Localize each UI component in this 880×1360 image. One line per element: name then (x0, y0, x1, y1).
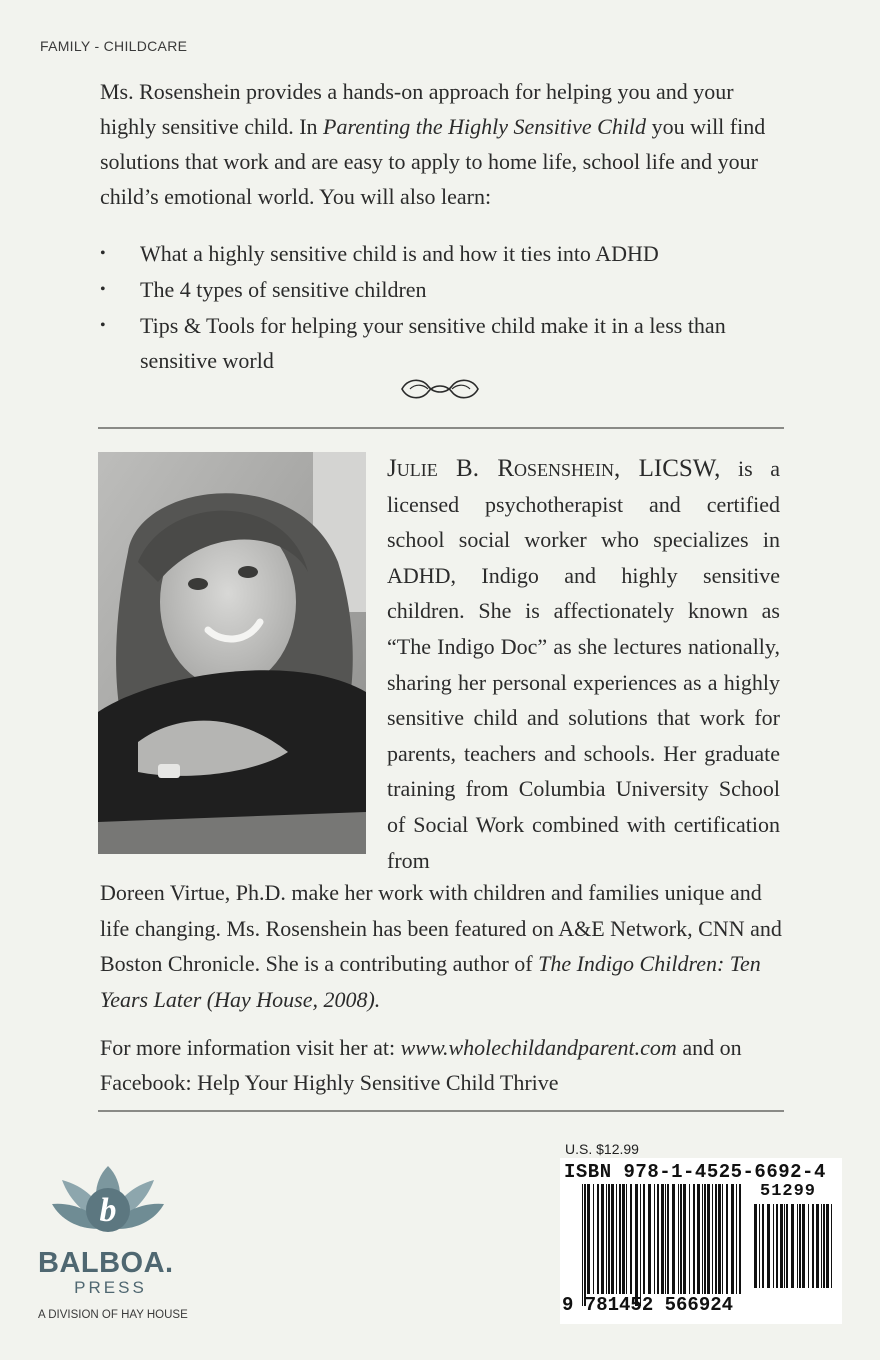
barcode-bar (722, 1184, 723, 1294)
bullet-icon: • (100, 245, 106, 262)
barcode-bar (593, 1184, 594, 1294)
barcode-bar (797, 1204, 798, 1288)
barcode-bar (587, 1184, 590, 1294)
barcode-bar (584, 1184, 586, 1306)
website-link[interactable]: www.wholechildandparent.com (400, 1035, 677, 1060)
author-photo (98, 452, 366, 854)
barcode-bar (821, 1204, 822, 1288)
barcode-bar (704, 1184, 706, 1294)
author-bio-text: is a licensed psychotherapist and certified school social worker who specializes in ADHD, Indigo and highly sensitive children. She is affectionately known as “The Indigo Doc” as she lectures nationally, sharing her personal experiences as a highly sensitive child and solutions that work for parents, teachers and schools. Her graduate training from Columbia University School of Social Work combined with certification from (387, 456, 780, 873)
more-info-prefix: For more information visit her at: (100, 1035, 401, 1060)
author-name: Julie B. Rosenshein, LICSW, (387, 455, 721, 482)
barcode-bar (661, 1184, 664, 1294)
list-item-text: Tips & Tools for helping your sensitive child make it in a less than sensitive world (140, 313, 726, 373)
publisher-name: BALBOA. (38, 1247, 174, 1279)
barcode-bar (630, 1184, 632, 1294)
barcode-bar (731, 1184, 734, 1294)
barcode-bar (799, 1204, 801, 1288)
barcode-bar (611, 1184, 614, 1294)
list-item-text: What a highly sensitive child is and how it ties into ADHD (140, 241, 659, 266)
learning-points-list (100, 236, 790, 379)
price-code: 51299 (760, 1182, 817, 1201)
barcode-bar (808, 1204, 809, 1288)
more-info (100, 1030, 790, 1100)
category-label: FAMILY - CHILDCARE (40, 38, 188, 54)
contributed-book-title: The Indigo Children: Ten Years Later (Hay House, 2008). (100, 951, 761, 1012)
barcode-bar (619, 1184, 621, 1294)
publisher-division: A DIVISION OF HAY HOUSE (38, 1309, 188, 1321)
isbn-text: ISBN 978-1-4525-6692-4 (564, 1161, 826, 1183)
barcode-bar (780, 1204, 783, 1288)
list-item-text: The 4 types of sensitive children (140, 277, 427, 302)
barcode (560, 1158, 842, 1324)
barcode-bar (643, 1184, 645, 1294)
barcode-bar (831, 1204, 832, 1288)
section-divider-bottom (98, 1110, 784, 1112)
barcode-bar (640, 1184, 641, 1306)
ean-barcode-bars (582, 1184, 746, 1306)
barcode-bar (597, 1184, 599, 1294)
barcode-bar (812, 1204, 814, 1288)
barcode-bar (718, 1184, 721, 1294)
barcode-bar (689, 1184, 690, 1294)
price-label: U.S. $12.99 (565, 1141, 639, 1157)
publisher-imprint: PRESS (74, 1278, 147, 1297)
barcode-bar (697, 1184, 700, 1294)
barcode-bar (759, 1204, 760, 1288)
intro-paragraph (100, 74, 790, 214)
intro-text-2: you will find solutions that work and are easy to apply to home life, school life and your child’s emotional world. You will also learn: (100, 114, 766, 209)
barcode-bar (715, 1184, 717, 1294)
barcode-bar (601, 1184, 604, 1294)
barcode-bar (726, 1184, 728, 1294)
barcode-bar (754, 1204, 757, 1288)
ean-digits: 9 781452 566924 (562, 1294, 734, 1316)
barcode-bar (776, 1204, 778, 1288)
barcode-bar (707, 1184, 710, 1294)
barcode-bar (680, 1184, 682, 1294)
barcode-bar (665, 1184, 666, 1294)
barcode-bar (608, 1184, 610, 1294)
barcode-bar (786, 1204, 788, 1288)
barcode-bar (762, 1204, 764, 1288)
section-divider-top (98, 427, 784, 429)
barcode-bar (823, 1204, 825, 1288)
list-item (100, 272, 790, 307)
barcode-bar (667, 1184, 669, 1294)
author-bio-continued (100, 875, 782, 1017)
barcode-bar (773, 1204, 774, 1288)
barcode-bar (693, 1184, 695, 1294)
barcode-bar (767, 1204, 770, 1288)
lotus-logo-icon (48, 1158, 168, 1248)
barcode-bar (654, 1184, 655, 1294)
barcode-bar (672, 1184, 675, 1294)
flourish-ornament-icon (398, 376, 482, 402)
list-item (100, 308, 790, 378)
barcode-bar (802, 1204, 805, 1288)
author-bio-side (387, 451, 780, 878)
barcode-bar (626, 1184, 627, 1294)
barcode-bar (739, 1184, 741, 1294)
logo-letter: b (99, 1192, 117, 1229)
barcode-bar (712, 1184, 713, 1294)
bullet-icon: • (100, 317, 106, 334)
price-barcode-bars (754, 1204, 834, 1288)
barcode-bar (826, 1204, 829, 1288)
barcode-bar (635, 1184, 638, 1306)
barcode-bar (648, 1184, 651, 1294)
intro-text-1: Ms. Rosenshein provides a hands-on approach for helping you and your highly sensitive child. In (100, 79, 734, 139)
barcode-bar (606, 1184, 607, 1294)
list-item (100, 236, 790, 271)
author-portrait-image (98, 452, 366, 854)
barcode-bar (622, 1184, 625, 1294)
more-info-suffix: and on Facebook: Help Your Highly Sensitive Child Thrive (100, 1035, 742, 1095)
barcode-bar (683, 1184, 686, 1294)
barcode-bar (678, 1184, 679, 1294)
barcode-bar (616, 1184, 617, 1294)
book-title: Parenting the Highly Sensitive Child (323, 114, 647, 139)
barcode-bar (784, 1204, 785, 1288)
barcode-bar (582, 1184, 583, 1306)
barcode-bar (736, 1184, 737, 1294)
barcode-bar (816, 1204, 819, 1288)
barcode-bar (791, 1204, 794, 1288)
bullet-icon: • (100, 281, 106, 298)
barcode-bar (702, 1184, 703, 1294)
author-bio-continued-text: Doreen Virtue, Ph.D. make her work with children and families unique and life changing. Ms. Rosenshein has been featured on A&E Network, CNN and Boston Chronicle. She is a contributing author of (100, 880, 782, 976)
barcode-bar (657, 1184, 659, 1294)
